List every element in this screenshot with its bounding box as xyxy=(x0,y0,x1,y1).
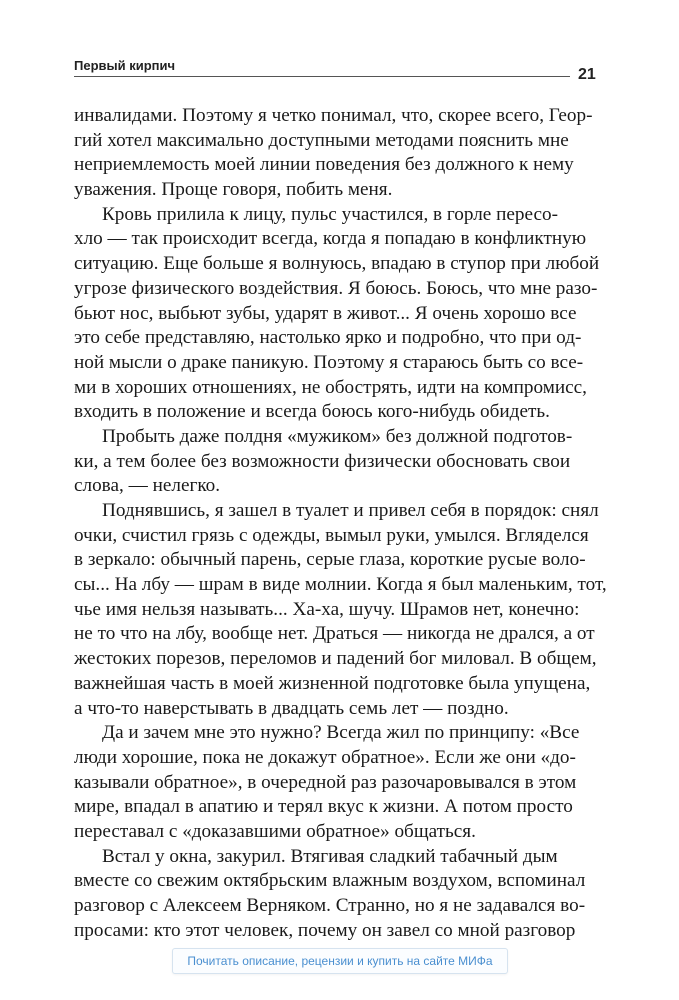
text-line: сы... На лбу — шрам в виде молнии. Когда я был маленьким, тот, xyxy=(74,574,607,596)
text-line: Пробыть даже полдня «мужиком» без должной подготов- xyxy=(102,425,573,447)
text-line: ной мысли о драке паникую. Поэтому я стараюсь быть со все- xyxy=(74,351,584,373)
text-line: чье имя нельзя называть... Ха-ха, шучу. Шрамов нет, конечно: xyxy=(74,598,580,620)
running-header-title: Первый кирпич xyxy=(74,58,176,73)
body-text xyxy=(74,104,607,943)
buy-on-mif-link[interactable]: Почитать описание, рецензии и купить на сайте МИФа xyxy=(172,948,508,974)
text-line: хло — так происходит всегда, когда я попадаю в конфликтную xyxy=(74,228,587,250)
text-line: жестоких порезов, переломов и падений бог миловал. В общем, xyxy=(74,648,597,670)
text-line: мире, впадал в апатию и терял вкус к жизни. А потом просто xyxy=(74,796,573,818)
text-line: бьют нос, выбьют зубы, ударят в живот... Я очень хорошо все xyxy=(74,302,577,324)
text-line: Встал у окна, закурил. Втягивая сладкий табачный дым xyxy=(102,845,558,867)
text-line: ми в хороших отношениях, не обострять, идти на компромисс, xyxy=(74,376,587,398)
text-line: вместе со свежим октябрьским влажным воздухом, вспоминал xyxy=(74,870,586,892)
text-line: очки, счистил грязь с одежды, вымыл руки, умылся. Вгляделся xyxy=(74,524,589,546)
text-line: казывали обратное», в очередной раз разочаровывался в этом xyxy=(74,771,577,793)
text-line: Поднявшись, я зашел в туалет и привел себя в порядок: снял xyxy=(102,500,599,521)
text-line: важнейшая часть в моей жизненной подготовке была упущена, xyxy=(74,672,591,694)
text-line: люди хорошие, пока не докажут обратное». Если же они «до- xyxy=(74,746,576,768)
text-line: неприемлемость моей линии поведения без должного к нему xyxy=(74,154,574,176)
text-line: ситуацию. Еще больше я волнуюсь, впадаю в ступор при любой xyxy=(74,253,600,275)
text-line: в зеркало: обычный парень, серые глаза, короткие русые воло- xyxy=(74,549,586,571)
text-line: слова, — нелегко. xyxy=(74,475,221,497)
text-line: Кровь прилила к лицу, пульс участился, в горле пересо- xyxy=(102,203,558,225)
header-rule xyxy=(74,76,570,77)
text-line: просами: кто этот человек, почему он завел со мной разговор xyxy=(74,919,576,941)
text-line: угрозе физического воздействия. Я боюсь. Боюсь, что мне разо- xyxy=(74,277,598,299)
page-number: 21 xyxy=(578,66,596,83)
text-line: уважения. Проще говоря, побить меня. xyxy=(74,179,393,201)
text-line: разговор с Алексеем Верняком. Странно, но я не задавался во- xyxy=(74,895,586,916)
text-line: ки, а тем более без возможности физически обосновать свои xyxy=(74,450,571,472)
running-header xyxy=(74,58,570,78)
text-line: а что-то наверстывать в двадцать семь лет — поздно. xyxy=(74,697,509,719)
text-line: не то что на лбу, вообще нет. Драться — никогда не дрался, а от xyxy=(74,623,595,645)
text-line: это себе представляю, настолько ярко и подробно, что при од- xyxy=(74,327,582,349)
text-line: входить в положение и всегда боюсь кого-нибудь обидеть. xyxy=(74,401,550,423)
text-line: переставал с «доказавшими обратное» общаться. xyxy=(74,820,476,842)
text-line: гий хотел максимально доступными методами пояснить мне xyxy=(74,129,569,151)
text-line: Да и зачем мне это нужно? Всегда жил по принципу: «Все xyxy=(102,722,580,744)
text-line: инвалидами. Поэтому я четко понимал, что, скорее всего, Геор- xyxy=(74,105,593,126)
